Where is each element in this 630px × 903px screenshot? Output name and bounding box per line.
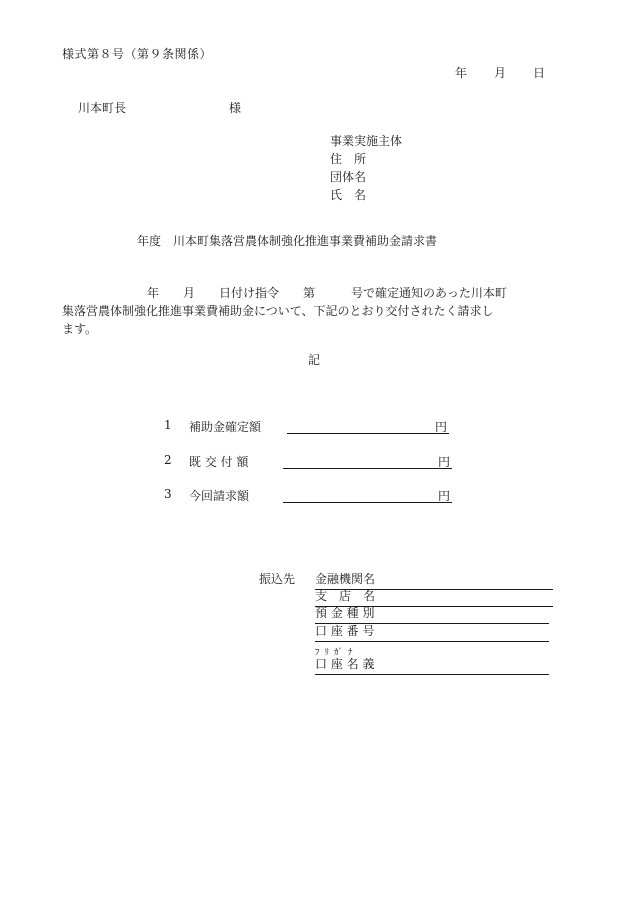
- amount-field[interactable]: [287, 418, 449, 434]
- ki-heading: 記: [308, 353, 321, 367]
- body-line-2: 集落営農体制強化推進事業費補助金について、下記のとおり交付されたく請求し: [62, 304, 494, 318]
- amount-row-2: [164, 453, 452, 469]
- amount-row-1: [164, 418, 449, 434]
- body-line-1: 年 月 日付け指令 第 号で確定通知のあった川本町: [147, 286, 507, 300]
- body-text: [62, 284, 568, 338]
- amount-field[interactable]: [283, 453, 452, 469]
- body-line-3: ます。: [62, 322, 98, 336]
- amount-label: 既 交 付 額: [189, 455, 249, 469]
- date-month: 月: [494, 66, 507, 80]
- amount-number: 2: [164, 453, 172, 467]
- date-year: 年: [455, 66, 468, 80]
- amount-number: 1: [164, 418, 172, 432]
- applicant-group-label: 団体名: [330, 170, 367, 184]
- date-line: [455, 66, 545, 80]
- addressee: [78, 101, 242, 115]
- transfer-furigana-label: ﾌﾘｶﾞﾅ: [315, 648, 358, 658]
- amount-number: 3: [164, 487, 172, 501]
- transfer-branch-field[interactable]: [315, 589, 553, 607]
- form-number: 様式第８号（第９条関係）: [62, 47, 213, 61]
- amount-unit: 円: [434, 420, 447, 434]
- transfer-account-number-label: 口 座 番 号: [315, 624, 375, 638]
- transfer-bank-label: 金融機関名: [315, 572, 376, 586]
- applicant-block: [330, 134, 402, 206]
- addressee-name: 川本町長: [78, 101, 127, 115]
- transfer-account-type-label: 預 金 種 別: [315, 606, 375, 620]
- amount-label: 補助金確定額: [189, 420, 262, 434]
- transfer-branch-label: 支 店 名: [315, 589, 376, 603]
- amount-field[interactable]: [283, 487, 452, 503]
- addressee-honorific: 様: [229, 101, 242, 115]
- applicant-title: 事業実施主体: [330, 134, 403, 148]
- transfer-account-type-field[interactable]: [315, 606, 549, 624]
- transfer-bank-field[interactable]: [315, 572, 553, 590]
- transfer-title: 振込先: [259, 572, 296, 586]
- transfer-account-holder-label: 口 座 名 義: [315, 657, 375, 671]
- document-title: 年度 川本町集落営農体制強化推進事業費補助金請求書: [137, 234, 438, 248]
- amount-unit: 円: [437, 489, 450, 503]
- transfer-account-holder-field[interactable]: [315, 657, 549, 675]
- transfer-account-number-field[interactable]: [315, 624, 549, 642]
- amount-unit: 円: [437, 455, 450, 469]
- applicant-name-label: 氏 名: [330, 188, 367, 202]
- date-day: 日: [533, 66, 546, 80]
- amount-label: 今回請求額: [189, 489, 250, 503]
- applicant-address-label: 住 所: [330, 152, 367, 166]
- amount-row-3: [164, 487, 452, 503]
